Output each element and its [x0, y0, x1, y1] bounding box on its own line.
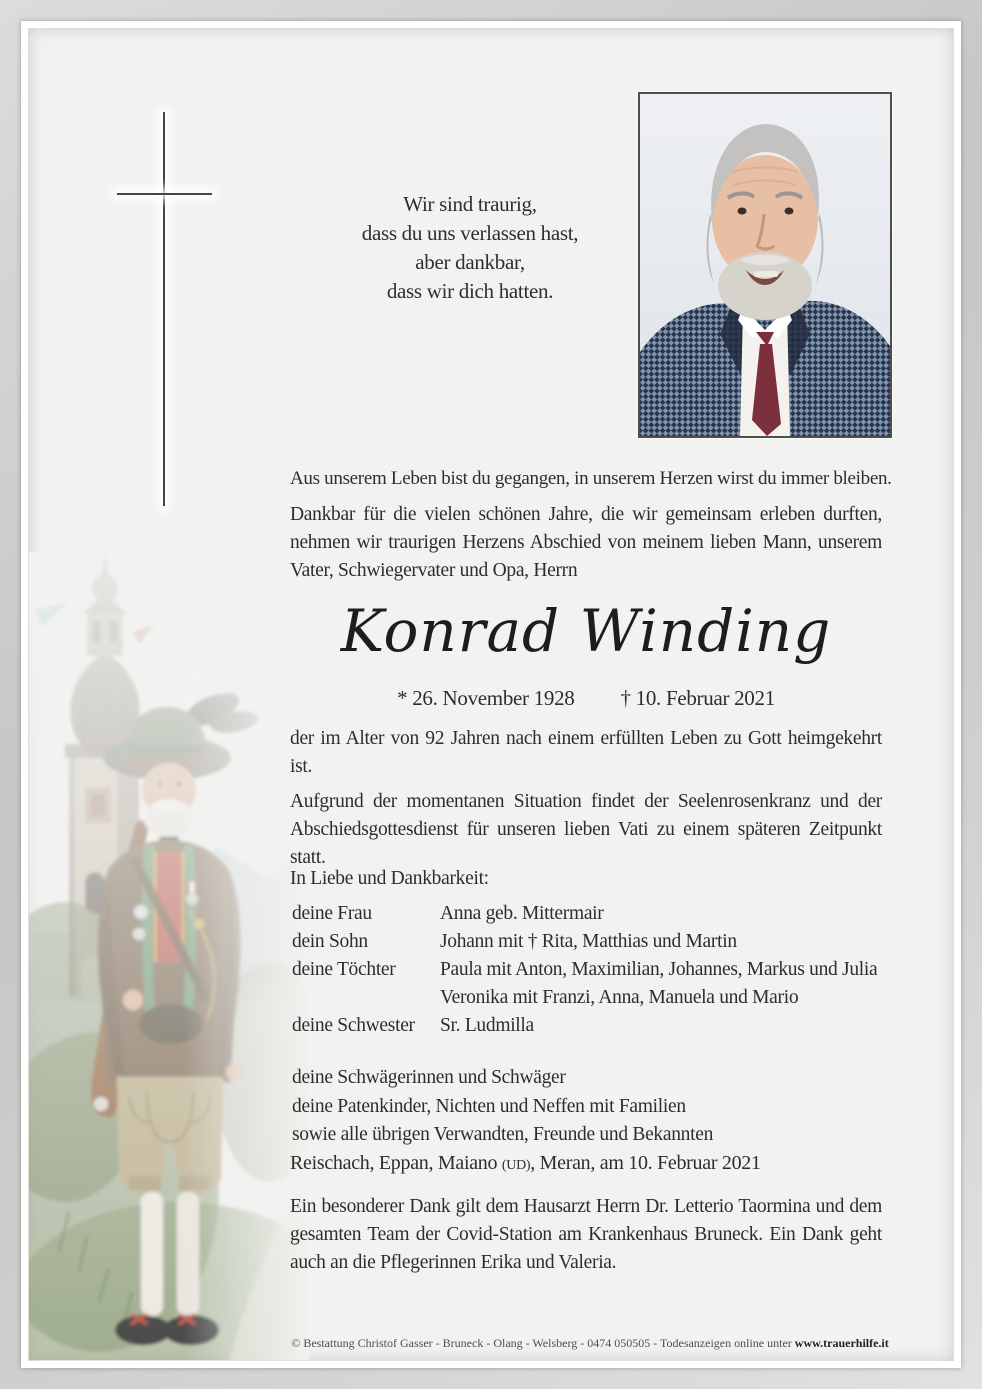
- place-prefix: Reischach, Eppan, Maiano: [290, 1152, 502, 1174]
- age-text: der im Alter von 92 Jahren nach einem erfüllten Leben zu Gott heimgekehrt ist.: [290, 728, 882, 777]
- family-row: [292, 984, 884, 1012]
- footer-link: www.trauerhilfe.it: [794, 1336, 889, 1350]
- intro-line: Aus unserem Leben bist du gegangen, in unserem Herzen wirst du immer bleiben.: [290, 468, 892, 489]
- province-abbr: (UD): [501, 1158, 531, 1173]
- cross-icon: [163, 112, 165, 506]
- portrait-photo: [638, 92, 892, 438]
- family-row: [292, 1012, 884, 1040]
- family-relation: [292, 984, 440, 1012]
- footer: [270, 1336, 910, 1351]
- announcement-text: Dankbar für die vielen schönen Jahre, die wir gemeinsam erleben durften, nehmen wir traurigen Herzens Abschied von meinem lieben Mann, unserem Vater, Schwiegervater und Opa, Herrn: [290, 504, 882, 581]
- birth-date: * 26. November 1928: [397, 686, 575, 710]
- mourner-line: deine Schwägerinnen und Schwäger: [292, 1067, 566, 1088]
- mourning-heading: In Liebe und Dankbarkeit:: [290, 868, 489, 889]
- family-list: [292, 900, 884, 1040]
- thanks-text: Ein besonderer Dank gilt dem Hausarzt Herrn Dr. Letterio Taormina und dem gesamten Team der Covid-Station am Krankenhaus Bruneck. Ein Dank geht auch an die Pflegerinnen Erika und Valeria.: [290, 1196, 882, 1273]
- family-row: [292, 956, 884, 984]
- additional-mourners: [292, 1064, 884, 1150]
- poem: [305, 190, 635, 306]
- family-relation: dein Sohn: [292, 931, 368, 952]
- family-row: [292, 928, 884, 956]
- place-date-line: [290, 1152, 930, 1175]
- family-relation: deine Töchter: [292, 959, 396, 980]
- mourner-line: deine Patenkinder, Nichten und Neffen mit Familien: [292, 1095, 686, 1117]
- family-relation: deine Frau: [292, 903, 372, 924]
- poem-line: dass wir dich hatten.: [386, 279, 554, 303]
- place-suffix: , Meran, am 10. Februar 2021: [530, 1152, 761, 1174]
- family-names: Anna geb. Mittermair: [440, 903, 604, 924]
- notice-text: Aufgrund der momentanen Situation findet der Seelenrosenkranz und der Abschiedsgottesdienst für unseren lieben Vati zu einem späteren Zeitpunkt statt.: [290, 791, 882, 868]
- family-names: Sr. Ludmilla: [440, 1015, 534, 1036]
- death-date: † 10. Februar 2021: [620, 686, 775, 710]
- family-names: Veronika mit Franzi, Anna, Manuela und Mario: [440, 987, 799, 1008]
- poem-line: dass du uns verlassen hast,: [361, 221, 579, 245]
- family-names: Johann mit † Rita, Matthias und Martin: [440, 931, 737, 952]
- poem-line: aber dankbar,: [415, 250, 525, 274]
- footer-text: © Bestattung Christof Gasser - Bruneck - Olang - Welsberg - 0474 050505 - Todesanzeigen online unter: [291, 1336, 795, 1350]
- life-dates: [290, 686, 882, 711]
- family-relation: deine Schwester: [292, 1015, 415, 1036]
- deceased-name: Konrad Winding: [340, 597, 832, 665]
- mourner-line: sowie alle übrigen Verwandten, Freunde und Bekannten: [292, 1124, 714, 1145]
- cross-icon: [117, 193, 212, 195]
- poem-line: Wir sind traurig,: [403, 192, 537, 216]
- portrait-illustration: [640, 94, 890, 436]
- family-names: Paula mit Anton, Maximilian, Johannes, Markus und Julia: [440, 959, 878, 980]
- family-row: [292, 900, 884, 928]
